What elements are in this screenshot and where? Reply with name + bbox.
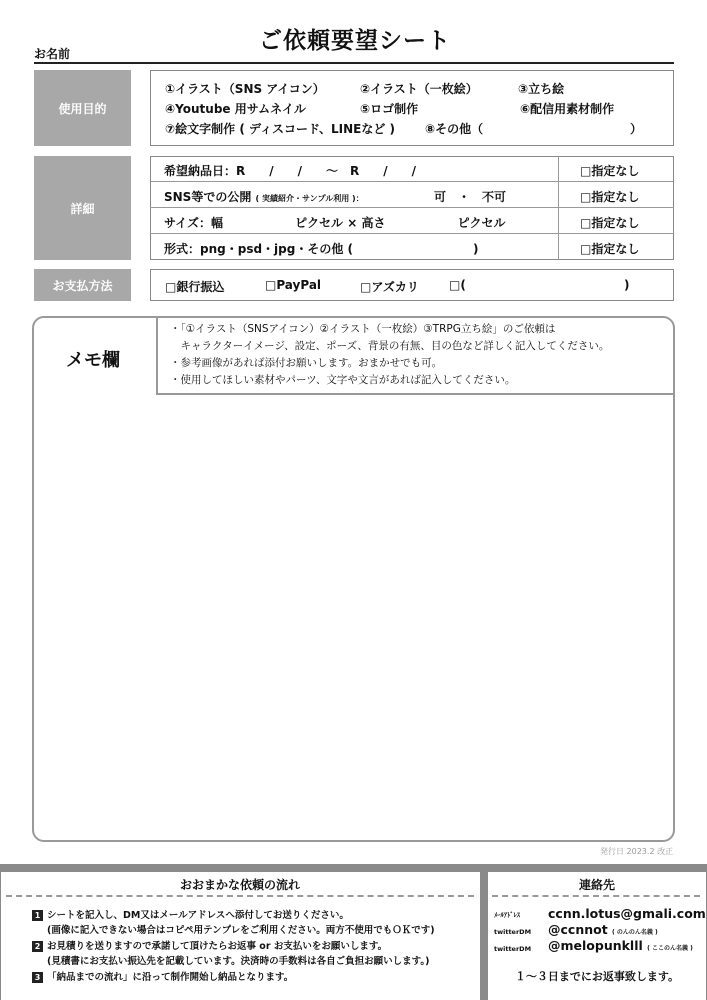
flow-step-1: 1 シートを記入し、DM又はメールアドレスへ添付してお送りください。 [32, 907, 349, 921]
size-no-preference[interactable]: □指定なし [580, 216, 640, 230]
contact-twitter-1[interactable]: @ccnnot ( のんのん名義 ) [548, 922, 658, 937]
payment-other[interactable]: □( [449, 278, 466, 292]
purpose-option-7[interactable]: ⑦絵文字制作 ( ディスコード、LINEなど ) [165, 122, 395, 136]
memo-note-3: ・参考画像があれば添付お願いします。おまかせでも可。 [170, 357, 443, 369]
memo-notes [156, 316, 675, 395]
details-label: 詳細 [34, 156, 131, 260]
detail-row-format [150, 234, 674, 260]
contact-reply-note: １～３日までにお返事致します。 [514, 970, 680, 983]
detail-row-sns [150, 182, 674, 208]
footer-column-divider [480, 872, 488, 1000]
size-field[interactable]: サイズ：幅 ピクセル × 高さ ピクセル [164, 216, 506, 230]
contact-email[interactable]: ccnn.lotus@gmali.com [548, 906, 706, 921]
contact-label-email: ﾒｰﾙｱﾄﾞﾚｽ [494, 911, 520, 919]
purpose-option-1[interactable]: ①イラスト（SNS アイコン） [165, 82, 325, 96]
memo-title: メモ欄 [66, 350, 120, 371]
detail-row-delivery [150, 156, 674, 182]
sns-no-preference[interactable]: □指定なし [580, 190, 640, 204]
purpose-option-2[interactable]: ②イラスト（一枚絵） [360, 82, 478, 96]
delivery-no-preference[interactable]: □指定なし [580, 164, 640, 178]
issued-date: 発行日 2023.2 改正 [600, 847, 674, 856]
payment-other-close: ) [624, 278, 630, 292]
contact-label-twitter-2: twitterDM [494, 945, 532, 953]
purpose-label: 使用目的 [34, 70, 131, 146]
page-title: ご依頼要望シート [259, 28, 451, 54]
contact-twitter-2[interactable]: @melopunklll ( ここのん名義 ) [548, 938, 693, 953]
sns-public-choice[interactable]: 可 ・ 不可 [434, 190, 507, 204]
purpose-option-3[interactable]: ③立ち絵 [518, 82, 565, 96]
payment-paypal[interactable]: □PayPal [265, 278, 322, 292]
purpose-option-8-close: ） [630, 122, 643, 136]
memo-note-2: キャラクターイメージ、設定、ポーズ、背景の有無、目の色など詳しく記入してください。 [170, 340, 610, 352]
flow-step-2: 2 お見積りを送りますので承諾して頂けたらお返事 or お支払いをお願いします。 [32, 938, 387, 952]
name-field-line[interactable] [34, 62, 674, 64]
sns-public-label: SNS等での公開 ( 実績紹介・サンプル利用 )： [164, 190, 364, 204]
payment-azukari[interactable]: □アズカリ [360, 280, 419, 294]
contact-label-twitter-1: twitterDM [494, 928, 532, 936]
flow-step-1-sub: (画像に記入できない場合はコピペ用テンプレをご利用ください。両方不使用でもＯＫです) [47, 925, 435, 936]
payment-bank[interactable]: □銀行振込 [165, 280, 225, 294]
contact-title: 連絡先 [578, 878, 615, 892]
flow-title: おおまかな依頼の流れ [179, 878, 300, 892]
detail-row-size [150, 208, 674, 234]
purpose-option-5[interactable]: ⑤ロゴ制作 [360, 102, 419, 116]
purpose-option-8[interactable]: ⑧その他（ [425, 122, 484, 136]
name-label: お名前 [34, 47, 71, 61]
memo-note-1: ・「①イラスト（SNSアイコン）②イラスト（一枚絵）③TRPG立ち絵」のご依頼は [170, 323, 556, 335]
format-no-preference[interactable]: □指定なし [580, 242, 640, 256]
delivery-date-field[interactable]: 希望納品日：R / / ～ R / / [164, 164, 417, 178]
purpose-option-6[interactable]: ⑥配信用素材制作 [520, 102, 615, 116]
flow-step-2-sub: (見積書にお支払い振込先を記載しています。決済時の手数料は各自ご負担お願いします。) [47, 956, 430, 967]
flow-step-3: 3 「納品までの流れ」に沿って制作開始し納品となります。 [32, 969, 293, 983]
payment-label: お支払方法 [34, 269, 131, 301]
purpose-option-4[interactable]: ④Youtube 用サムネイル [165, 102, 306, 116]
format-field[interactable]: 形式：png・psd・jpg・その他 ( ) [164, 242, 479, 256]
memo-note-4: ・使用してほしい素材やパーツ、文字や文言があれば記入してください。 [170, 374, 516, 386]
footer-divider [0, 864, 707, 872]
